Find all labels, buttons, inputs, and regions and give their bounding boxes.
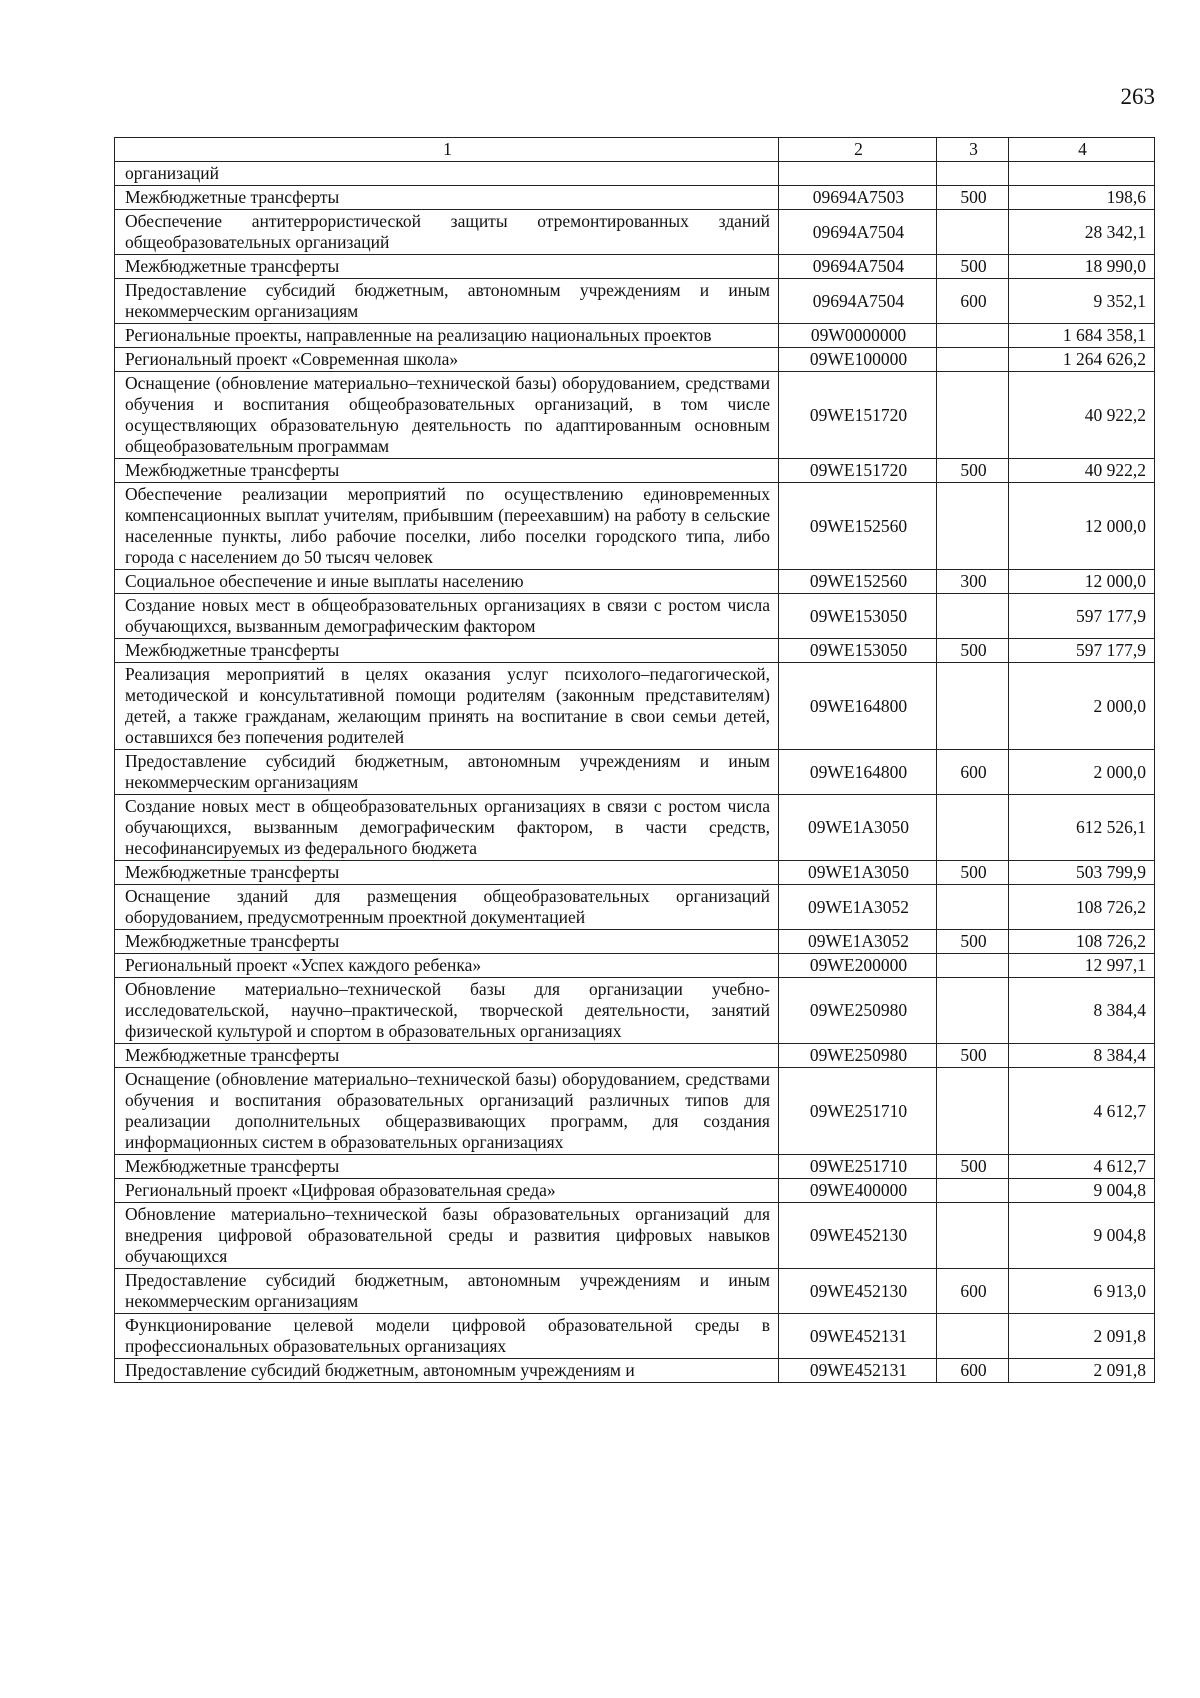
- row-name-cell: Межбюджетные трансферты: [115, 930, 779, 954]
- row-expense-type-cell: [937, 348, 1009, 372]
- row-name-cell: Предоставление субсидий бюджетным, автономным учреждениям и иным некоммерческим организациям: [115, 1269, 779, 1314]
- row-expense-type-cell: [937, 210, 1009, 255]
- row-code-cell: 09WE452131: [779, 1314, 937, 1359]
- row-code-cell: 09WE151720: [779, 372, 937, 459]
- row-expense-type-cell: 500: [937, 1155, 1009, 1179]
- row-amount-cell: 12 000,0: [1009, 483, 1155, 570]
- column-header: 1: [115, 138, 779, 162]
- row-name-cell: Межбюджетные трансферты: [115, 459, 779, 483]
- row-name-cell: Обеспечение реализации мероприятий по осуществлению единовременных компенсационных выплат учителям, прибывшим (переехавшим) на работу в сельские населенные пункты, либо рабочие поселки, либо поселки городского типа, либо города с населением до 50 тысяч человек: [115, 483, 779, 570]
- row-expense-type-cell: [937, 1203, 1009, 1269]
- row-expense-type-cell: [937, 1179, 1009, 1203]
- row-amount-cell: 2 000,0: [1009, 663, 1155, 750]
- row-expense-type-cell: 300: [937, 570, 1009, 594]
- table-row: [115, 372, 1155, 459]
- row-amount-cell: 198,6: [1009, 186, 1155, 210]
- table-row: [115, 459, 1155, 483]
- table-row: [115, 954, 1155, 978]
- row-code-cell: 09694А7504: [779, 279, 937, 324]
- row-expense-type-cell: [937, 954, 1009, 978]
- row-code-cell: 09WE164800: [779, 750, 937, 795]
- column-header: 4: [1009, 138, 1155, 162]
- row-amount-cell: 2 000,0: [1009, 750, 1155, 795]
- row-code-cell: 09WE251710: [779, 1155, 937, 1179]
- row-amount-cell: 503 799,9: [1009, 861, 1155, 885]
- page-number: 263: [1120, 84, 1155, 109]
- table-row: [115, 1314, 1155, 1359]
- row-code-cell: 09WE1A3052: [779, 885, 937, 930]
- table-row: [115, 639, 1155, 663]
- row-expense-type-cell: [937, 483, 1009, 570]
- row-name-cell: Региональный проект «Современная школа»: [115, 348, 779, 372]
- row-code-cell: 09WE1A3050: [779, 861, 937, 885]
- row-expense-type-cell: [937, 372, 1009, 459]
- row-name-cell: Межбюджетные трансферты: [115, 1155, 779, 1179]
- row-amount-cell: 597 177,9: [1009, 639, 1155, 663]
- table-row: [115, 483, 1155, 570]
- table-row: [115, 594, 1155, 639]
- table-row: [115, 348, 1155, 372]
- row-code-cell: 09WE452130: [779, 1203, 937, 1269]
- row-name-cell: Оснащение (обновление материально–технической базы) оборудованием, средствами обучения и воспитания образовательных организаций различных типов для реализации дополнительных общеразвивающих программ, для создания информационных систем в образовательных организациях: [115, 1068, 779, 1155]
- row-code-cell: 09WE151720: [779, 459, 937, 483]
- table-row: [115, 978, 1155, 1044]
- row-name-cell: Социальное обеспечение и иные выплаты населению: [115, 570, 779, 594]
- row-expense-type-cell: 500: [937, 186, 1009, 210]
- table-row: [115, 1179, 1155, 1203]
- table-row: [115, 663, 1155, 750]
- column-header: 2: [779, 138, 937, 162]
- table-row: [115, 324, 1155, 348]
- row-expense-type-cell: [937, 663, 1009, 750]
- table-row: [115, 1269, 1155, 1314]
- row-expense-type-cell: [937, 162, 1009, 186]
- row-name-cell: Функционирование целевой модели цифровой образовательной среды в профессиональных образовательных организациях: [115, 1314, 779, 1359]
- table-row: [115, 795, 1155, 861]
- table-row: [115, 162, 1155, 186]
- row-amount-cell: 1 684 358,1: [1009, 324, 1155, 348]
- row-amount-cell: 40 922,2: [1009, 372, 1155, 459]
- row-amount-cell: 612 526,1: [1009, 795, 1155, 861]
- table-row: [115, 210, 1155, 255]
- row-name-cell: Создание новых мест в общеобразовательных организациях в связи с ростом числа обучающихся, вызванным демографическим фактором, в части средств, несофинансируемых из федерального бюджета: [115, 795, 779, 861]
- row-expense-type-cell: 600: [937, 750, 1009, 795]
- table-row: [115, 570, 1155, 594]
- row-name-cell: Обновление материально–технической базы для организации учебно-исследовательской, научно–практической, творческой деятельности, занятий физической культурой и спортом в образовательных организациях: [115, 978, 779, 1044]
- row-name-cell: Обновление материально–технической базы образовательных организаций для внедрения цифровой образовательной среды и развития цифровых навыков обучающихся: [115, 1203, 779, 1269]
- row-expense-type-cell: 500: [937, 1044, 1009, 1068]
- row-code-cell: 09WE400000: [779, 1179, 937, 1203]
- row-name-cell: Межбюджетные трансферты: [115, 1044, 779, 1068]
- table-header-row: [115, 138, 1155, 162]
- row-amount-cell: 4 612,7: [1009, 1155, 1155, 1179]
- row-code-cell: 09WE200000: [779, 954, 937, 978]
- row-name-cell: Предоставление субсидий бюджетным, автономным учреждениям и: [115, 1359, 779, 1383]
- row-expense-type-cell: 600: [937, 1359, 1009, 1383]
- row-name-cell: Межбюджетные трансферты: [115, 255, 779, 279]
- table-row: [115, 186, 1155, 210]
- row-amount-cell: 8 384,4: [1009, 1044, 1155, 1068]
- row-name-cell: Региональный проект «Успех каждого ребенка»: [115, 954, 779, 978]
- row-name-cell: организаций: [115, 162, 779, 186]
- row-expense-type-cell: [937, 978, 1009, 1044]
- row-amount-cell: 4 612,7: [1009, 1068, 1155, 1155]
- table-row: [115, 1359, 1155, 1383]
- table-row: [115, 930, 1155, 954]
- row-code-cell: [779, 162, 937, 186]
- row-expense-type-cell: [937, 885, 1009, 930]
- table-row: [115, 885, 1155, 930]
- column-header: 3: [937, 138, 1009, 162]
- row-code-cell: 09WE250980: [779, 978, 937, 1044]
- row-name-cell: Предоставление субсидий бюджетным, автономным учреждениям и иным некоммерческим организациям: [115, 750, 779, 795]
- table-row: [115, 1155, 1155, 1179]
- row-expense-type-cell: 500: [937, 255, 1009, 279]
- row-amount-cell: 12 997,1: [1009, 954, 1155, 978]
- row-name-cell: Региональный проект «Цифровая образовательная среда»: [115, 1179, 779, 1203]
- row-code-cell: 09WE164800: [779, 663, 937, 750]
- row-amount-cell: 9 352,1: [1009, 279, 1155, 324]
- row-amount-cell: 18 990,0: [1009, 255, 1155, 279]
- row-code-cell: 09WE100000: [779, 348, 937, 372]
- row-name-cell: Создание новых мест в общеобразовательных организациях в связи с ростом числа обучающихся, вызванным демографическим фактором: [115, 594, 779, 639]
- row-amount-cell: 12 000,0: [1009, 570, 1155, 594]
- row-code-cell: 09WE1A3052: [779, 930, 937, 954]
- row-expense-type-cell: 500: [937, 639, 1009, 663]
- row-expense-type-cell: 500: [937, 930, 1009, 954]
- row-code-cell: 09WE250980: [779, 1044, 937, 1068]
- row-name-cell: Межбюджетные трансферты: [115, 186, 779, 210]
- row-amount-cell: 6 913,0: [1009, 1269, 1155, 1314]
- table-row: [115, 1044, 1155, 1068]
- row-code-cell: 09694А7504: [779, 210, 937, 255]
- row-code-cell: 09WE452131: [779, 1359, 937, 1383]
- row-name-cell: Межбюджетные трансферты: [115, 861, 779, 885]
- table-row: [115, 861, 1155, 885]
- row-name-cell: Оснащение зданий для размещения общеобразовательных организаций оборудованием, предусмотренным проектной документацией: [115, 885, 779, 930]
- row-name-cell: Межбюджетные трансферты: [115, 639, 779, 663]
- budget-table: [114, 137, 1155, 1383]
- row-code-cell: 09694А7504: [779, 255, 937, 279]
- table-row: [115, 279, 1155, 324]
- row-code-cell: 09WE152560: [779, 483, 937, 570]
- row-amount-cell: 9 004,8: [1009, 1179, 1155, 1203]
- row-name-cell: Обеспечение антитеррористической защиты отремонтированных зданий общеобразовательных организаций: [115, 210, 779, 255]
- row-code-cell: 09WE452130: [779, 1269, 937, 1314]
- row-code-cell: 09WE1A3050: [779, 795, 937, 861]
- row-expense-type-cell: [937, 1314, 1009, 1359]
- table-row: [115, 750, 1155, 795]
- row-name-cell: Региональные проекты, направленные на реализацию национальных проектов: [115, 324, 779, 348]
- row-amount-cell: 108 726,2: [1009, 885, 1155, 930]
- row-code-cell: 09W0000000: [779, 324, 937, 348]
- row-amount-cell: 1 264 626,2: [1009, 348, 1155, 372]
- row-name-cell: Предоставление субсидий бюджетным, автономным учреждениям и иным некоммерческим организациям: [115, 279, 779, 324]
- row-code-cell: 09WE251710: [779, 1068, 937, 1155]
- row-expense-type-cell: [937, 1068, 1009, 1155]
- row-amount-cell: 2 091,8: [1009, 1314, 1155, 1359]
- row-amount-cell: 8 384,4: [1009, 978, 1155, 1044]
- row-code-cell: 09WE153050: [779, 639, 937, 663]
- row-amount-cell: 2 091,8: [1009, 1359, 1155, 1383]
- row-amount-cell: 40 922,2: [1009, 459, 1155, 483]
- row-code-cell: 09694А7503: [779, 186, 937, 210]
- row-amount-cell: [1009, 162, 1155, 186]
- row-expense-type-cell: 600: [937, 279, 1009, 324]
- row-name-cell: Оснащение (обновление материально–технической базы) оборудованием, средствами обучения и воспитания общеобразовательных организаций, в том числе осуществляющих образовательную деятельность по адаптированным основным общеобразовательным программам: [115, 372, 779, 459]
- row-amount-cell: 9 004,8: [1009, 1203, 1155, 1269]
- row-expense-type-cell: 500: [937, 459, 1009, 483]
- row-expense-type-cell: [937, 594, 1009, 639]
- row-expense-type-cell: 600: [937, 1269, 1009, 1314]
- row-amount-cell: 597 177,9: [1009, 594, 1155, 639]
- table-row: [115, 255, 1155, 279]
- row-expense-type-cell: 500: [937, 861, 1009, 885]
- row-amount-cell: 28 342,1: [1009, 210, 1155, 255]
- table-row: [115, 1068, 1155, 1155]
- table-row: [115, 1203, 1155, 1269]
- row-code-cell: 09WE152560: [779, 570, 937, 594]
- row-expense-type-cell: [937, 795, 1009, 861]
- row-name-cell: Реализация мероприятий в целях оказания услуг психолого–педагогической, методической и консультативной помощи родителям (законным представителям) детей, а также гражданам, желающим принять на воспитание в свои семьи детей, оставшихся без попечения родителей: [115, 663, 779, 750]
- row-code-cell: 09WE153050: [779, 594, 937, 639]
- row-expense-type-cell: [937, 324, 1009, 348]
- row-amount-cell: 108 726,2: [1009, 930, 1155, 954]
